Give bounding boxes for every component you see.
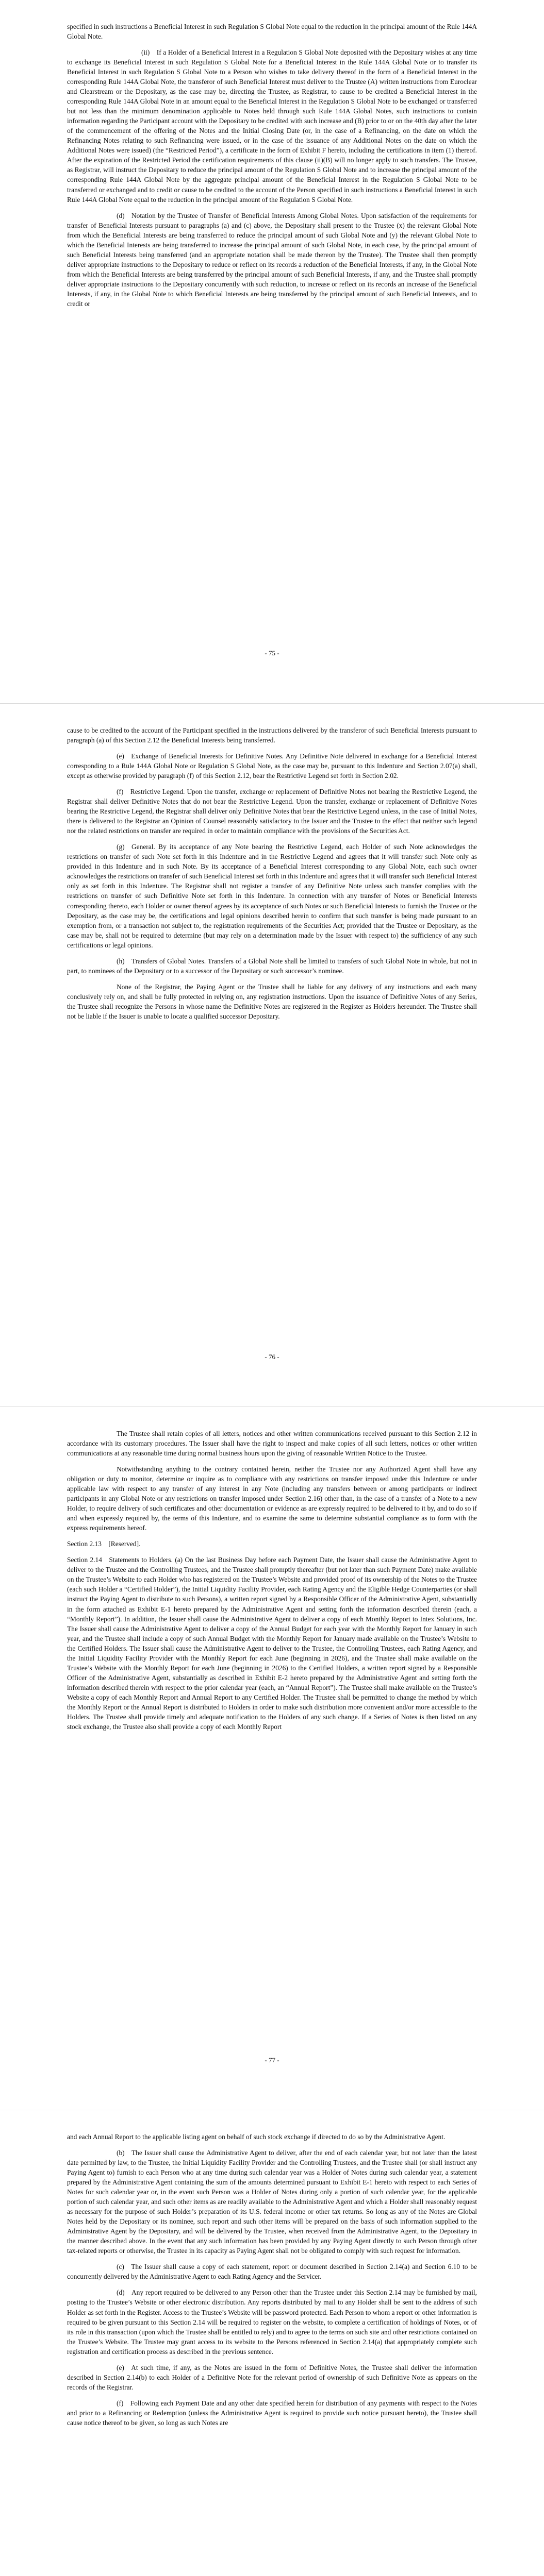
paragraph: specified in such instructions a Beneficial Interest in such Regulation S Global Note equal to the reduction in the principal amount of the Rule 144A Global Note. [67,23,477,41]
document-page-75 [0,0,544,703]
section-heading-2-13: Section 2.13 [Reserved]. [67,1540,141,1548]
page-number: - 77 - [265,2056,279,2064]
paragraph-clause-g: (g) General. By its acceptance of any Note bearing the Restrictive Legend, each Holder of such Note acknowledges the restrictions on transfer of such Note set forth in this Indenture and in the Restrictive Legend and agrees that it will transfer such Note only as provided in this Indenture and in such Note. By its acceptance of a Beneficial Interest corresponding to any Global Note, each such owner acknowledges the restrictions on transfer of such Beneficial Interest set forth in this Indenture and agrees that it will transfer such Beneficial Interest only as set forth in this Indenture. The Registrar shall not register a transfer of any Definitive Note unless such transfer complies with the restrictions on transfer of such Definitive Note set forth in this Indenture. In connection with any transfer of Notes or Beneficial Interests corresponding thereto, each Holder or owner thereof agrees by its acceptance of such Notes or such Beneficial Interests to furnish the Trustee or the Depositary, as the case may be, the certifications and legal opinions described herein to confirm that such transfer is being made pursuant to an exemption from, or a transaction not subject to, the registration requirements of the Securities Act; provided that the Trustee or Depositary, as the case may be, shall not be required to determine (but may rely on a determination made by the Issuer with respect to) the sufficiency of any such certifications or legal opinions. [67,843,477,949]
paragraph-clause-h: (h) Transfers of Global Notes. Transfers of a Global Note shall be limited to transfers of such Global Note in whole, but not in part, to nominees of the Depositary or to a successor of the Depositary or such successor’s nominee. [67,957,477,975]
paragraph-clause-e: (e) Exchange of Beneficial Interests for Definitive Notes. Any Definitive Note delivered in exchange for a Beneficial Interest corresponding to a Rule 144A Global Note or Regulation S Global Note, as the case may be, pursuant to this Indenture and Section 2.07(a) shall, except as otherwise provided by paragraph (f) of this Section 2.12, bear the Restrictive Legend set forth in Section 2.02. [67,752,477,780]
paragraph-clause-c: (c) The Issuer shall cause a copy of each statement, report or document described in Section 2.14(a) and Section 6.10 to be concurrently delivered by the Administrative Agent to each Rating Agency and the Servicer. [67,2263,477,2281]
paragraph: Notwithstanding anything to the contrary contained herein, neither the Trustee nor any Authorized Agent shall have any obligation or duty to monitor, determine or inquire as to compliance with any restrictions on transfer imposed under this Indenture or under applicable law with respect to any transfer of any interest in any Note (including any transfers between or among participants or indirect participants in any Global Note or any restrictions on transfer imposed under Section 2.16) other than, in the case of a transfer of a Note to a new Holder, to require delivery of such certificates and other documentation or evidence as are expressly required to be delivered to it by, and to do so if and when expressly required by, the terms of this Indenture, and to examine the same to determine substantial compliance as to form with the express requirements hereof. [67,1465,477,1532]
paragraph: The Trustee shall retain copies of all letters, notices and other written communications received pursuant to this Section 2.12 in accordance with its customary procedures. The Issuer shall have the right to inspect and make copies of all such letters, notices or other written communications at any reasonable time during normal business hours upon the giving of reasonable Written Notice to the Trustee. [67,1430,477,1458]
page-content [67,725,477,1027]
paragraph-clause-f: (f) Following each Payment Date and any other date specified herein for distribution of any payments with respect to the Notes and prior to a Refinancing or Redemption (unless the Administrative Agent is required to provide such notice pursuant hereto), the Trustee shall cause notice thereof to be given, so long as such Notes are [67,2399,477,2427]
page-content [67,2132,477,2434]
document-page-76 [0,703,544,1407]
paragraph-clause-d: (d) Notation by the Trustee of Transfer of Beneficial Interests Among Global Notes. Upon satisfaction of the requirements for transfer of Beneficial Interests pursuant to paragraphs (a) and (c) above, the Depositary shall present to the Trustee (x) the relevant Global Note from which the Beneficial Interests are being transferred to reduce the principal amount of such Global Note and (y) the relevant Global Note to which the Beneficial Interests are being transferred to increase the principal amount of such Global Note, in each case, by the principal amount of such Beneficial Interests being transferred (and an appropriate notation shall be made thereon by the Trustee). The Trustee shall then promptly deliver appropriate instructions to the Depositary to reduce or reflect on its records a reduction of the Beneficial Interests, if any, in the Global Note from which the Beneficial Interests are being transferred by the principal amount of such Beneficial Interests, if any, and the Trustee shall promptly deliver appropriate instructions to the Depositary concurrently with such reduction, to increase or reflect on its records an increase of the Beneficial Interests, if any, in the Global Note to which Beneficial Interests are being transferred by the principal amount of such Beneficial Interests, and to credit or [67,211,477,308]
page-content [67,22,477,315]
paragraph-clause-b: (b) The Issuer shall cause the Administrative Agent to deliver, after the end of each calendar year, but not later than the latest date permitted by law, to the Trustee, the Initial Liquidity Facility Provider and the Controlling Trustees, and the Trustee shall (or shall instruct any Paying Agent to) furnish to each Person who at any time during such calendar year was a Holder of Notes during such calendar year, a statement prepared by the Administrative Agent containing the sum of the amounts determined pursuant to Exhibit E-1 hereto with respect to each Series of Notes for such calendar year or, in the event such Person was a Holder of Notes during only a portion of such calendar year, for the applicable portion of such calendar year, and such other items as are readily available to the Administrative Agent and which a Holder shall reasonably request as necessary for the purpose of such Holder’s preparation of its U.S. federal income or other tax returns. So long as any of the Notes are Global Notes held by the Depositary or its nominee, such report and such other items will be prepared on the basis of such information supplied to the Administrative Agent by the Depositary, and will be delivered by the Trustee, when received from the Administrative Agent, to the Depositary in the manner described above. In the event that any such information has been provided by any Paying Agent directly to such Person through other tax-related reports or otherwise, the Trustee in its capacity as Paying Agent shall not be obligated to comply with such request for information. [67,2149,477,2255]
paragraph: None of the Registrar, the Paying Agent or the Trustee shall be liable for any delivery of any instructions and each many conclusively rely on, and shall be fully protected in relying on, any registration instructions. Upon the issuance of Definitive Notes of any Series, the Trustee shall recognize the Persons in whose name the Definitive Notes are registered in the Register as Holders hereunder. The Trustee shall not be liable if the Issuer is unable to locate a qualified successor Depositary. [67,982,477,1020]
section-2-14-statements-to-holders: Section 2.14 Statements to Holders. (a) On the last Business Day before each Payment Date, the Issuer shall cause the Administrative Agent to deliver to the Trustee and the Controlling Trustees, and the Trustee shall promptly thereafter (but not later than such Payment Date) make available on the Trustee’s Website to each Holder who has registered on the Trustee’s Website and provided proof of its ownership of the Notes to the Trustee (each such Holder a “Certified Holder”), the Initial Liquidity Facility Provider, each Rating Agency and the Eligible Hedge Counterparties (or shall instruct the Paying Agent to distribute to such Persons), a written report signed by a Responsible Officer of the Administrative Agent, substantially in the form attached as Exhibit E-1 hereto prepared by the Administrative Agent and setting forth the information described therein (each, a “Monthly Report”). In addition, the Issuer shall cause the Administrative Agent to deliver a copy of each Monthly Report to Intex Solutions, Inc. The Issuer shall cause the Administrative Agent to deliver a copy of the Annual Budget for each year with the Monthly Report for January in such year, and the Trustee shall include a copy of such Annual Budget with the Monthly Report for January made available on the Trustee’s Website to the Certified Holders. The Issuer shall cause the Administrative Agent to deliver to the Trustee, the Controlling Trustees, each Rating Agency, and the Initial Liquidity Facility Provider with the Monthly Report for each June (beginning in 2026), and the Trustee shall make available on the Trustee’s Website with the Monthly Report for each June (beginning in 2026) to the Certified Holders, a written report signed by a Responsible Officer of the Administrative Agent, substantially as described in Exhibit E-2 hereto prepared by the Administrative Agent and setting forth the information described therein with respect to the prior calendar year (each, an “Annual Report”). The Trustee shall make available on the Trustee’s Website a copy of each Monthly Report and Annual Report to any Certified Holder. The Trustee shall be permitted to change the method by which the Monthly Report or the Annual Report is distributed to Holders in order to make such distribution more convenient and/or more accessible to the Holders. The Trustee shall provide timely and adequate notification to the Holders of any such change. If a Series of Notes is then listed on any stock exchange, the Trustee also shall provide a copy of each Monthly Report [67,1556,477,1731]
paragraph-clause-ii: (ii) If a Holder of a Beneficial Interest in a Regulation S Global Note deposited with the Depositary wishes at any time to exchange its Beneficial Interest in such Regulation S Global Note for a Beneficial Interest in the Rule 144A Global Note or to transfer its Beneficial Interest in such Regulation S Global Note to a Person who wishes to take delivery thereof in the form of a Beneficial Interest in the corresponding Rule 144A Global Note, the transferor of such Beneficial Interest must deliver to the Trustee (A) written instructions from Euroclear and Clearstream or the Depositary, as the case may be, directing the Trustee, as Registrar, to cause to be credited a Beneficial Interest in the corresponding Rule 144A Global Note in an amount equal to the Beneficial Interest in the Regulation S Global Note to be exchanged or transferred but not less than the minimum denomination applicable to Notes held through such Rule 144A Global Notes, such instructions to contain information regarding the Participant account with the Depositary to be credited with such increase and (B) prior to or on the 40th day after the later of the commencement of the offering of the Notes and the Initial Closing Date (or, in the case of a Refinancing, on the date on which the Refinancing Notes relating to such Refinancing were issued, or in the case of the issuance of any Additional Notes on the date on which the Additional Notes were issued) (the “Restricted Period”), a certificate in the form of Exhibit F hereto, including the certifications in item (1) thereof. After the expiration of the Restricted Period the certification requirements of this clause (ii)(B) will no longer apply to such transfers. The Trustee, as Registrar, will instruct the Depositary to reduce the principal amount of the Regulation S Global Note and to increase the principal amount of the corresponding Rule 144A Global Note by the aggregate principal amount of the Beneficial Interest in the Regulation S Global Note to be transferred or exchanged and to credit or cause to be credited to the account of the Person specified in such instructions a Beneficial Interest in such Rule 144A Global Note equal to the reduction in the principal amount of the Regulation S Global Note. [67,48,477,204]
page-content [67,1429,477,1738]
page-number: - 75 - [265,649,279,657]
paragraph-clause-e: (e) At such time, if any, as the Notes are issued in the form of Definitive Notes, the Trustee shall deliver the information described in Section 2.14(b) to each Holder of a Definitive Note for the relevant period of ownership of such Definitive Note as appears on the records of the Registrar. [67,2363,477,2391]
paragraph-clause-f: (f) Restrictive Legend. Upon the transfer, exchange or replacement of Definitive Notes not bearing the Restrictive Legend, the Registrar shall deliver Definitive Notes that do not bear the Restrictive Legend. Upon the transfer, exchange or replacement of Definitive Notes bearing the Restrictive Legend, the Registrar shall deliver only Definitive Notes that bear the Restrictive Legend unless, in the case of Initial Notes, there is delivered to the Registrar an Opinion of Counsel reasonably satisfactory to the Issuer and the Trustee to the effect that neither such legend nor the related restrictions on transfer are required in order to maintain compliance with the provisions of the Securities Act. [67,788,477,835]
document-page-78 [0,2110,544,2576]
paragraph: cause to be credited to the account of the Participant specified in the instructions delivered by the transferor of such Beneficial Interests pursuant to paragraph (a) of this Section 2.12 the Beneficial Interests being transferred. [67,726,477,744]
page-number: - 76 - [265,1353,279,1361]
paragraph: and each Annual Report to the applicable listing agent on behalf of such stock exchange if directed to do so by the Administrative Agent. [67,2133,446,2141]
document-page-77 [0,1406,544,2110]
paragraph-clause-d: (d) Any report required to be delivered to any Person other than the Trustee under this Section 2.14 may be furnished by mail, posting to the Trustee’s Website or other electronic distribution. Any reports distributed by mail to any Holder shall be sent to the address of such Holder as set forth in the Register. Access to the Trustee’s Website will be password protected. Each Person to whom a report or other information is required to be given pursuant to this Section 2.14 will be required to register on the website, to complete a certification of holdings of Notes, or of its role in this transaction (upon which the Trustee shall be entitled to rely) and to agree to the terms on such site and other restrictions contained on the Trustee’s Website. The Trustee may grant access to its website to the Persons referenced in Section 2.14(a) that appropriately complete such registration and certification process as described in the previous sentence. [67,2289,477,2355]
